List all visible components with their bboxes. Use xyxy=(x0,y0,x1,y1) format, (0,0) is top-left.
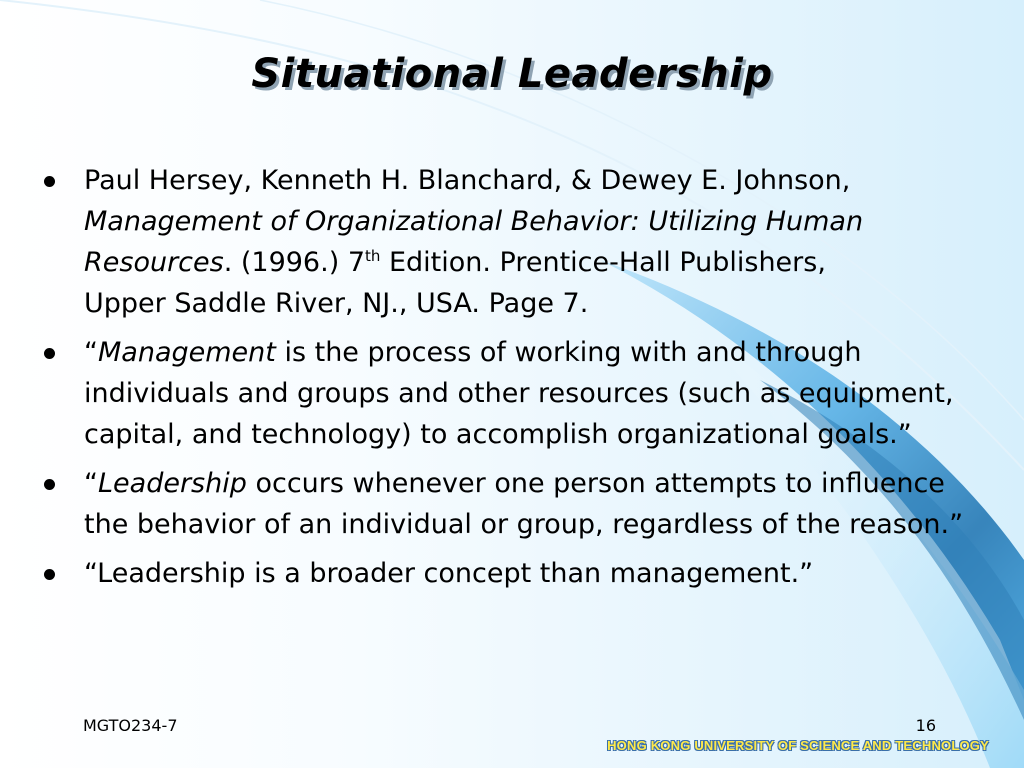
term-management: Management xyxy=(98,337,276,368)
leadership-definition xyxy=(84,463,996,545)
list-item xyxy=(36,463,996,545)
leadership-vs-management-quote: “Leadership is a broader concept than management.” xyxy=(84,558,814,589)
management-definition-body: is the process of working with and through individuals and groups and other resources (such as equipment, capital, and technology) to accomplish organizational goals.” xyxy=(84,337,954,450)
term-leadership: Leadership xyxy=(98,468,247,499)
citation-text xyxy=(84,160,996,324)
bullet-list xyxy=(36,160,996,602)
slide-title: Situational Leadership xyxy=(251,51,773,97)
list-item xyxy=(36,332,996,455)
bullet-dot-icon xyxy=(44,569,55,580)
leadership-definition-body: occurs whenever one person attempts to influence the behavior of an individual or group, regardless of the reason.” xyxy=(84,468,964,540)
open-quote: “ xyxy=(84,337,98,368)
citation-edition-suffix: th xyxy=(365,247,381,265)
bullet-dot-icon xyxy=(44,348,55,359)
list-item xyxy=(36,553,996,594)
footer-course-code: MGTO234-7 xyxy=(83,716,178,735)
footer-organization: HONG KONG UNIVERSITY OF SCIENCE AND TECHNOLOGY xyxy=(607,738,989,753)
citation-year-edition: . (1996.) 7 xyxy=(223,247,365,278)
citation-authors: Paul Hersey, Kenneth H. Blanchard, & Dewey E. Johnson, xyxy=(84,165,851,196)
management-definition xyxy=(84,332,996,455)
open-quote: “ xyxy=(84,468,98,499)
bullet-dot-icon xyxy=(44,479,55,490)
footer-page-number: 16 xyxy=(915,716,936,735)
list-item xyxy=(36,160,996,324)
citation-book-title-end: Resources xyxy=(84,247,224,278)
citation-book-title: Management of Organizational Behavior: Utilizing Human xyxy=(84,206,864,237)
citation-publisher: Edition. Prentice-Hall Publishers, xyxy=(380,247,826,278)
bullet-dot-icon xyxy=(44,176,55,187)
citation-location: Upper Saddle River, NJ., USA. Page 7. xyxy=(84,288,589,319)
